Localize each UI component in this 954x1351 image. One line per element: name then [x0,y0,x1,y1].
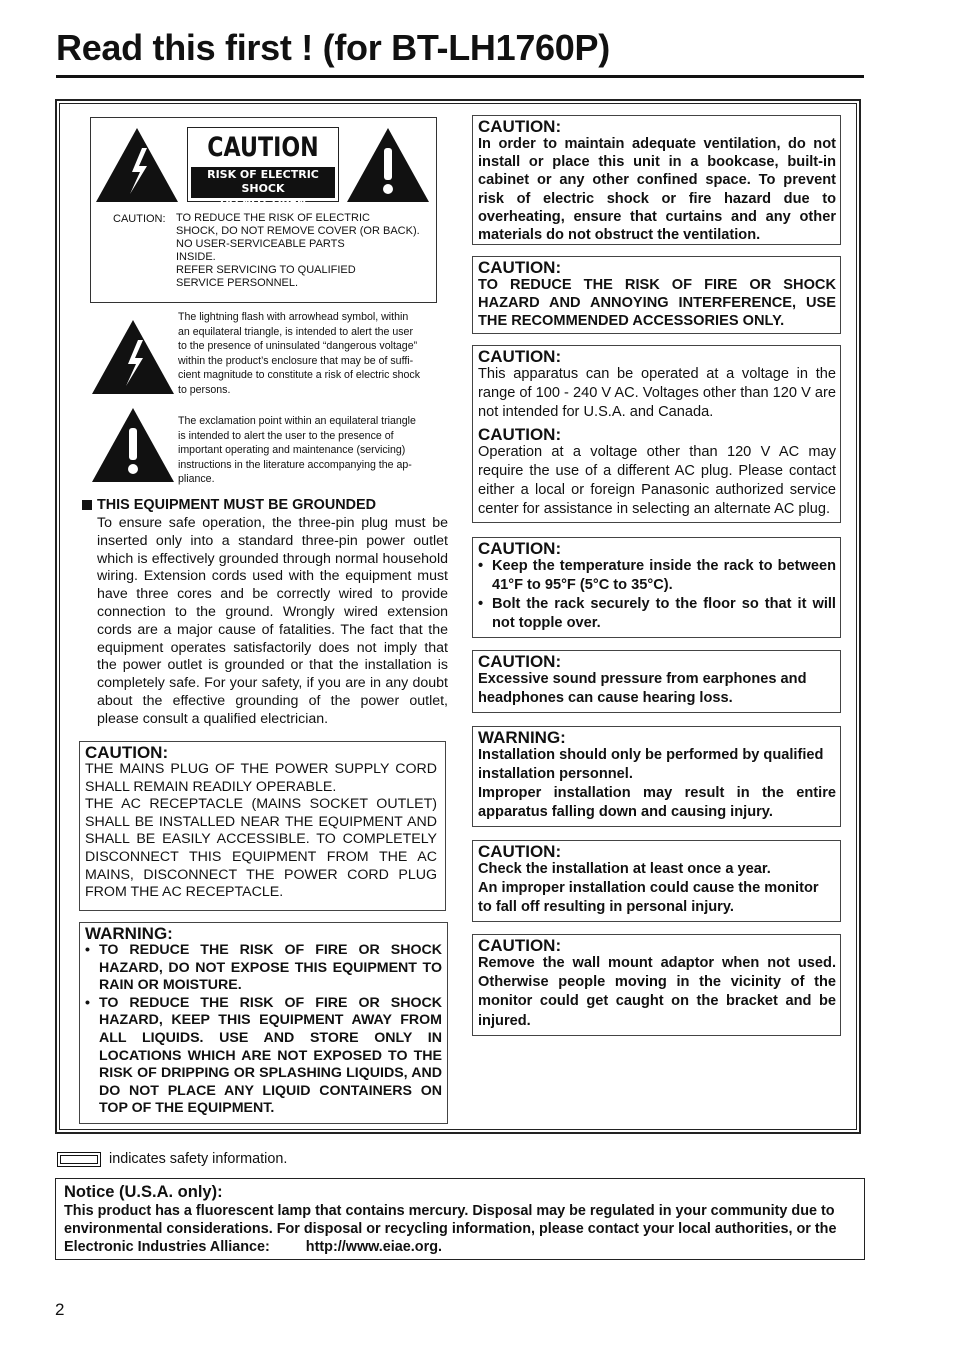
notice-text: This product has a fluorescent lamp that contains mercury. Disposal may be regulated in your community due to environmental considerations. For disposal or recycling information, please contact your local authorities, or the Electronic Industries Alliance: [64,1203,837,1255]
caution-text: This apparatus can be operated at a voltage in the range of 100 - 240 V AC. Voltages other than 120 V are not intended for U.S.A. and Canada. [478,366,836,420]
caution-heading: CAUTION: [478,842,562,861]
symbol-line: within the product’s enclosure that may be of suffi- [178,354,414,367]
page-number: 2 [55,1300,65,1319]
yearly-check-caution [472,840,841,922]
warning-heading: WARNING: [85,924,173,943]
caution-heading: CAUTION: [85,743,169,762]
caution-text: In order to maintain adequate ventilation, do not install or place this unit in a bookcase, built-in cabinet or any other confined space. To prevent risk of electric shock or fire hazard due to overheating, ensure that curtains and any other materials do not obstruct the ventilation. [478,136,836,244]
symbol-line: The lightning flash with arrowhead symbol, within [178,311,409,323]
rack-item [478,595,836,633]
caution-text: Excessive sound pressure from earphones and headphones can cause hearing loss. [478,671,807,706]
caution-heading: CAUTION: [478,936,562,955]
bullet: • [85,942,90,958]
rack-caution [472,537,841,638]
warning-item [85,942,442,995]
symbol-line: cient magnitude to constitute a risk of electric shock [178,369,421,381]
symbol-line: important operating and maintenance (servicing) [178,444,406,456]
safety-legend-text: indicates safety information. [109,1151,288,1167]
wall-mount-caution [472,934,841,1036]
ventilation-caution [472,115,841,245]
symbol-line: instructions in the literature accompanying the ap- [178,458,412,471]
exclamation-symbol-icon [90,406,176,484]
caution-label-text [176,212,420,290]
warning-text: Installation should only be performed by qualified installation personnel. [478,747,824,782]
accessories-caution [472,256,841,334]
installation-warning [472,726,841,827]
caution-text: Check the installation at least once a year. [478,861,771,877]
label-line: NO USER-SERVICEABLE PARTS [176,238,345,250]
lightning-triangle-icon [94,126,180,204]
rack-item [478,557,836,595]
symbol-line: to the presence of uninsulated “dangerous voltage” [178,340,418,352]
safety-legend-icon [57,1152,101,1167]
label-line: INSIDE. [176,251,216,263]
caution-label-sub1: RISK OF ELECTRIC SHOCK [207,168,319,195]
warning-item-text: TO REDUCE THE RISK OF FIRE OR SHOCK HAZARD, DO NOT EXPOSE THIS EQUIPMENT TO RAIN OR MOISTURE. [99,942,442,994]
warning-text: Improper installation may result in the entire apparatus falling down and causing injury. [478,785,836,820]
caution-label-badge [187,127,339,209]
label-line: TO REDUCE THE RISK OF ELECTRIC [176,212,370,224]
warning-item-text: TO REDUCE THE RISK OF FIRE OR SHOCK HAZARD, KEEP THIS EQUIPMENT AWAY FROM ALL LIQUIDS. USE AND STORE ONLY IN LOCATIONS WHICH ARE NOT EXPOSED TO THE RISK OF DRIPPING OR SPLASHING LIQUIDS, AND DO NOT PLACE ANY LIQUID CONTAINERS ON TOP OF THE EQUIPMENT. [99,994,442,1117]
caution-heading: CAUTION: [478,117,562,136]
warning-heading: WARNING: [478,728,566,747]
voltage-caution [472,345,841,523]
moisture-warning [79,922,448,1124]
symbol-line: an equilateral triangle, is intended to alert the user [178,325,413,338]
title-rule [56,75,864,78]
caution-text: An improper installation could cause the monitor to fall off resulting in personal injury. [478,880,819,915]
label-line: SERVICE PERSONNEL. [176,277,299,289]
rack-item-text: Keep the temperature inside the rack to between 41°F to 95°F (5°C to 35°C). [492,558,836,593]
mains-plug-caution [79,741,446,911]
notice-body [64,1202,856,1256]
caution-text: TO REDUCE THE RISK OF FIRE OR SHOCK HAZARD AND ANNOYING INTERFERENCE, USE THE RECOMMENDED ACCESSORIES ONLY. [478,277,836,330]
label-line: REFER SERVICING TO QUALIFIED [176,264,356,276]
caution-label-sub2: DO NOT OPEN [219,196,307,209]
exclamation-triangle-icon [345,126,431,204]
bullet: • [478,596,484,612]
warning-item [85,995,442,1118]
caution-text: THE AC RECEPTACLE (MAINS SOCKET OUTLET) SHALL BE INSTALLED NEAR THE EQUIPMENT AND SHALL BE EASILY ACCESSIBLE. TO COMPLETELY DISCONNECT THIS EQUIPMENT FROM THE AC MAINS, DISCONNECT THE POWER CORD PLUG FROM THE AC RECEPTACLE. [85,796,437,901]
page-title: Read this first ! (for BT-LH1760P) [56,27,610,68]
notice-heading: Notice (U.S.A. only): [64,1183,223,1201]
grounded-body: To ensure safe operation, the three-pin plug must be inserted only into a standard three-pin power outlet which is effectively grounded through normal household wiring. Extension cords used with the equipment must have three cores and be correctly wired to provide connection to the ground. Wrongly wired extension cords are a major cause of fatalities. The fact that the equipment operates satisfactorily does not imply that the power outlet is grounded or that the installation is completely safe. For your safety, if you are in any doubt about the effective grounding of the power outlet, please consult a qualified electrician. [97,515,448,727]
caution-heading: CAUTION: [478,425,562,444]
lightning-symbol-text [178,310,438,397]
symbol-line: to persons. [178,383,231,396]
caution-text: Operation at a voltage other than 120 V AC may require the use of a different AC plug. Please contact either a local or foreign Panasonic authorized service center for assistance in selecting an alternate AC plug. [478,444,836,517]
grounded-bullet-icon [82,500,92,510]
caution-heading: CAUTION: [478,258,562,277]
symbol-line: pliance. [178,473,215,485]
notice-box [55,1178,865,1260]
lightning-symbol-icon [90,318,176,396]
symbol-line: The exclamation point within an equilateral triangle [178,415,416,427]
caution-heading: CAUTION: [478,539,562,558]
sound-caution [472,650,841,713]
caution-heading: CAUTION: [478,652,562,671]
bullet: • [478,558,484,574]
notice-url: http://www.eiae.org. [305,1239,442,1255]
caution-text: Remove the wall mount adaptor when not used. Otherwise people moving in the vicinity of the monitor could get caught on the bracket and be injured. [478,955,836,1029]
caution-label-prefix: CAUTION: [113,213,166,225]
rack-item-text: Bolt the rack securely to the floor so that it will not topple over. [492,596,836,631]
bullet: • [85,994,90,1011]
caution-label-heading: CAUTION [207,132,319,163]
grounded-heading: THIS EQUIPMENT MUST BE GROUNDED [97,497,377,513]
caution-text: THE MAINS PLUG OF THE POWER SUPPLY CORD SHALL REMAIN READILY OPERABLE. [85,761,437,795]
symbol-line: is intended to alert the user to the presence of [178,429,394,442]
caution-heading: CAUTION: [478,347,562,366]
exclamation-symbol-text [178,414,438,487]
label-line: SHOCK, DO NOT REMOVE COVER (OR BACK). [176,225,420,237]
caution-label-subtext [191,167,335,209]
